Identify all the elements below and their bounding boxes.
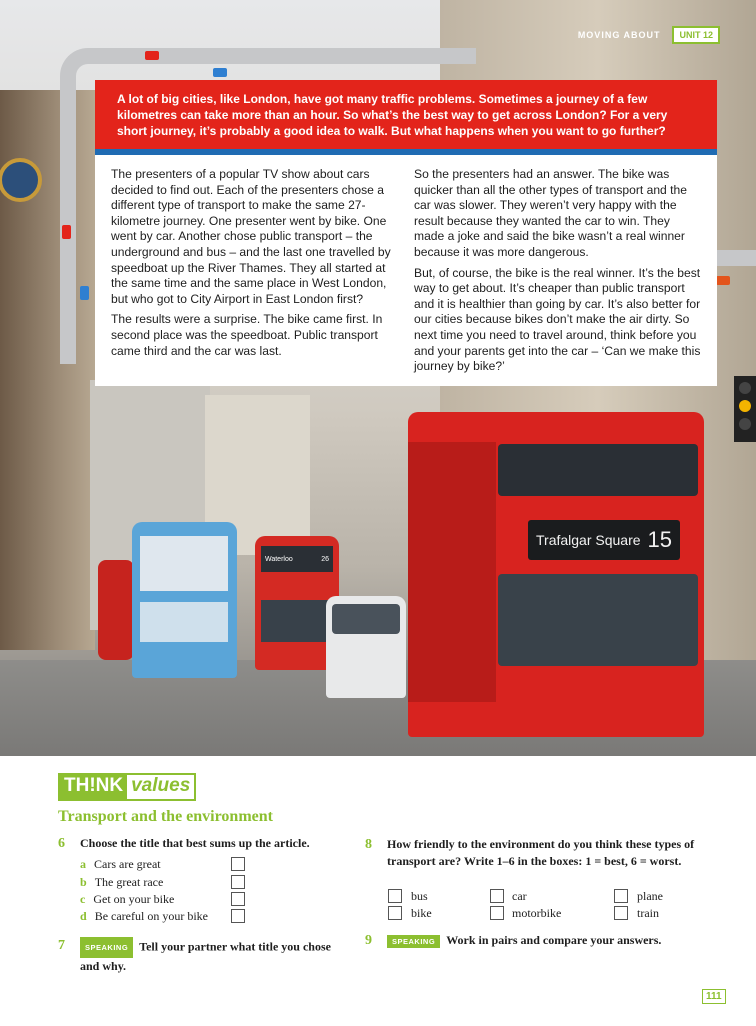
option-bus: bus [411,889,428,903]
unit-badge: UNIT 12 [672,26,720,44]
option-a: a Cars are great [80,857,161,871]
section-name: MOVING ABOUT [577,30,661,40]
answer-box[interactable] [388,889,402,903]
option-car: car [512,889,527,903]
traffic-light-icon [734,376,756,442]
bus2-destination: Waterloo [265,555,293,563]
question-number: 6 [58,836,65,851]
option-train: train [637,906,659,920]
option-b: b The great race [80,875,164,889]
bus-red-front [408,412,704,737]
answer-box[interactable] [490,889,504,903]
answer-box[interactable] [614,889,628,903]
bus-number: 15 [647,527,672,552]
option-bike: bike [411,906,432,920]
question-text: Work in pairs and compare your answers. [446,933,662,947]
article-column-2 [414,167,701,386]
option-motorbike: motorbike [512,906,562,920]
think-label: TH!NK [60,775,127,799]
answer-box[interactable] [231,909,245,923]
bus-distant [98,560,134,660]
route-path-right [715,250,756,266]
option-c: c Get on your bike [80,892,175,906]
paragraph: So the presenters had an answer. The bike was quicker than all the other types of transport and the car was slower. They weren’t very happy with the result because they wanted the car to win. They made a joke and said the bike wasn’t a real winner because it was more dangerous. [414,167,687,259]
question-6 [58,836,348,851]
bus2-number: 26 [321,555,329,563]
article-body [95,155,717,386]
page-number: 111 [702,989,726,1004]
clock-icon [0,158,42,202]
route-path-end [440,48,460,64]
question-9 [365,933,705,948]
toy-car-icon [80,286,89,300]
white-van [326,596,406,698]
question-number: 7 [58,938,65,953]
question-text: Tell your partner what title you chose and why. [80,939,331,973]
answer-box[interactable] [614,906,628,920]
speaking-tag: SPEAKING [387,935,440,948]
question-number: 9 [365,933,372,948]
section-title: Transport and the environment [58,808,273,825]
paragraph: But, of course, the bike is the real winner. It’s the best way to get about. It’s cheaper than public transport and it is healthier than going by car. It’s also better for our cities because bikes don’t make the air dirty. So next time you need to travel around, think before you and your parents get into the car – ‘Can we make this journey by bike?’ [414,265,701,374]
question-number: 8 [365,837,372,852]
bus-blue [132,522,237,678]
answer-box[interactable] [490,906,504,920]
question-8 [365,836,700,870]
answer-box[interactable] [231,857,245,871]
unit-header [578,26,720,44]
question-text: Choose the title that best sums up the article. [80,836,310,850]
bus-destination: Trafalgar Square [536,532,641,548]
article-column-1 [111,167,398,386]
toy-car-icon [213,68,227,77]
paragraph: The presenters of a popular TV show about cars decided to find out. Each of the presenters chose a different type of transport to make the same 27-kilometre journey. One presenter went by bike. One went by car. Another chose public transport – the underground and bus – and the last one travelled by speedboat up the River Thames. They all started at the same time and the same place in West London, but who got to City Airport in East London first? [111,167,391,306]
option-d: d Be careful on your bike [80,909,208,923]
question-text: How friendly to the environment do you think these types of transport are? Write 1–6 in the boxes: 1 = best, 6 = worst. [387,837,695,868]
paragraph: The results were a surprise. The bike came first. In second place was the speedboat. Public transport came third and the car was last. [111,312,383,358]
option-plane: plane [637,889,663,903]
article-intro: A lot of big cities, like London, have got many traffic problems. Sometimes a journey of a few kilometres can take more than an hour. So what’s the best way to get across London? For a very short journey, it’s probably a good idea to walk. But what happens when you want to go further? [95,80,717,149]
toy-car-icon [145,51,159,60]
think-values-heading [58,773,196,801]
values-label: values [131,775,191,796]
answer-box[interactable] [231,892,245,906]
toy-car-icon [716,276,730,285]
answer-box[interactable] [231,875,245,889]
speaking-tag: SPEAKING [80,937,133,958]
question-7 [58,937,338,975]
answer-box[interactable] [388,906,402,920]
toy-car-icon [62,225,71,239]
